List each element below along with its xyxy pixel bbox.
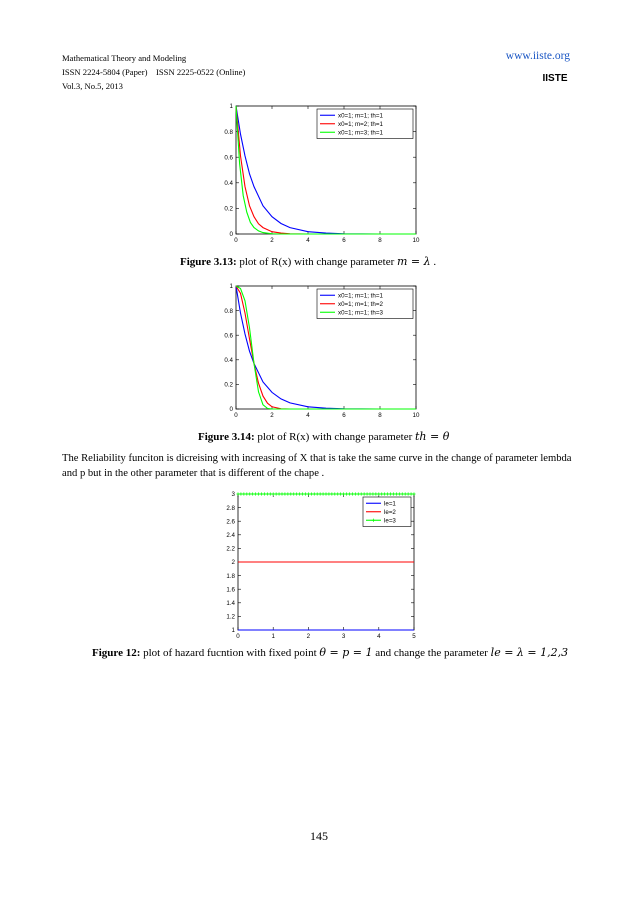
x-tick-label: 3	[341, 633, 346, 640]
legend-label-3: x0=1; m=1; th=3	[338, 309, 383, 317]
y-tick-label: 0	[229, 231, 233, 239]
y-tick-label: 2.8	[226, 504, 235, 512]
y-tick-label: 1.2	[226, 613, 235, 621]
x-tick-label: 2	[270, 412, 274, 419]
x-tick-label: 1	[271, 633, 275, 640]
x-tick-label: 8	[378, 237, 382, 244]
y-tick-label: 0.4	[224, 180, 233, 187]
caption-label: Figure 12:	[92, 647, 141, 659]
caption-text: plot of hazard fucntion with fixed point	[140, 647, 320, 659]
y-tick-label: 2	[231, 559, 235, 567]
figure-3-13-chart	[196, 96, 426, 246]
figure-12-caption	[92, 646, 568, 660]
journal-website-link[interactable]: www.iiste.org	[505, 50, 570, 62]
x-tick-label: 5	[412, 633, 416, 640]
x-tick-label: 2	[306, 633, 311, 640]
legend-label-1: x0=1; m=1; th=1	[338, 112, 383, 120]
legend-label-2: x0=1; m=1; th=2	[338, 300, 383, 308]
caption-tail: .	[430, 256, 437, 268]
page-number: 145	[310, 829, 328, 843]
x-tick-label: 4	[306, 412, 310, 419]
legend-label-2: le=2	[384, 508, 396, 516]
body-paragraph: The Reliability funciton is dicreising with increasing of X that is take the same curve in the change of parameter lembda and p but in the other parameter that is different of the chape .	[62, 453, 572, 479]
x-tick-label: 10	[412, 412, 420, 419]
figure-3-14-caption	[198, 430, 449, 444]
y-tick-label: 2.2	[226, 545, 235, 553]
legend-label-3: le=3	[384, 517, 396, 525]
x-tick-label: 6	[342, 412, 346, 419]
x-tick-label: 0	[234, 237, 238, 244]
y-tick-label: 0.6	[224, 332, 233, 340]
figure-3-13-caption	[180, 255, 436, 269]
y-tick-label: 0.6	[224, 154, 233, 162]
logo-lettering: IISTE	[542, 73, 568, 84]
y-tick-label: 1	[229, 283, 233, 291]
volume-line: Vol.3, No.5, 2013	[62, 81, 123, 91]
journal-name: Mathematical Theory and Modeling	[62, 53, 187, 63]
figure-12-chart	[210, 484, 430, 644]
y-tick-label: 2.4	[226, 532, 235, 539]
caption-text: plot of R(x) with change parameter	[236, 256, 397, 268]
y-tick-label: 0.2	[224, 381, 233, 389]
caption-label: Figure 3.13:	[180, 256, 237, 268]
x-tick-label: 0	[236, 633, 240, 640]
y-tick-label: 0.2	[224, 205, 233, 213]
iiste-logo	[540, 64, 570, 88]
x-tick-label: 8	[378, 412, 382, 419]
y-tick-label: 0.8	[224, 307, 233, 315]
legend-label-2: x0=1; m=2; th=1	[338, 120, 383, 128]
legend-label-1: x0=1; m=1; th=1	[338, 292, 383, 300]
x-tick-label: 2	[270, 237, 274, 244]
y-tick-label: 1	[231, 627, 235, 635]
y-tick-label: 1	[229, 103, 233, 111]
figure-3-14-chart	[196, 276, 426, 424]
x-tick-label: 10	[412, 237, 420, 244]
issn-line: ISSN 2224-5804 (Paper) ISSN 2225-0522 (Online)	[62, 67, 246, 77]
y-tick-label: 1.8	[226, 572, 235, 580]
legend-label-3: x0=1; m=3; th=1	[338, 129, 383, 137]
y-tick-label: 3	[231, 491, 235, 499]
x-tick-label: 0	[234, 412, 238, 419]
legend-label-1: le=1	[384, 500, 396, 508]
x-tick-label: 6	[342, 237, 346, 244]
y-tick-label: 0.8	[224, 128, 233, 136]
caption-math: th = θ	[414, 430, 450, 443]
caption-mid: and change the parameter	[372, 647, 491, 659]
y-tick-label: 2.6	[226, 518, 235, 526]
caption-math-2: le = λ = 1,2,3	[490, 646, 569, 659]
caption-text: plot of R(x) with change parameter	[254, 431, 415, 443]
y-tick-label: 1.6	[226, 586, 235, 594]
caption-label: Figure 3.14:	[198, 431, 255, 443]
y-tick-label: 1.4	[226, 600, 235, 607]
caption-math-1: θ = p = 1	[319, 646, 373, 659]
y-tick-label: 0.4	[224, 357, 233, 364]
caption-math: m = λ	[396, 255, 431, 268]
x-tick-label: 4	[306, 237, 310, 244]
x-tick-label: 4	[377, 633, 381, 640]
y-tick-label: 0	[229, 406, 233, 414]
